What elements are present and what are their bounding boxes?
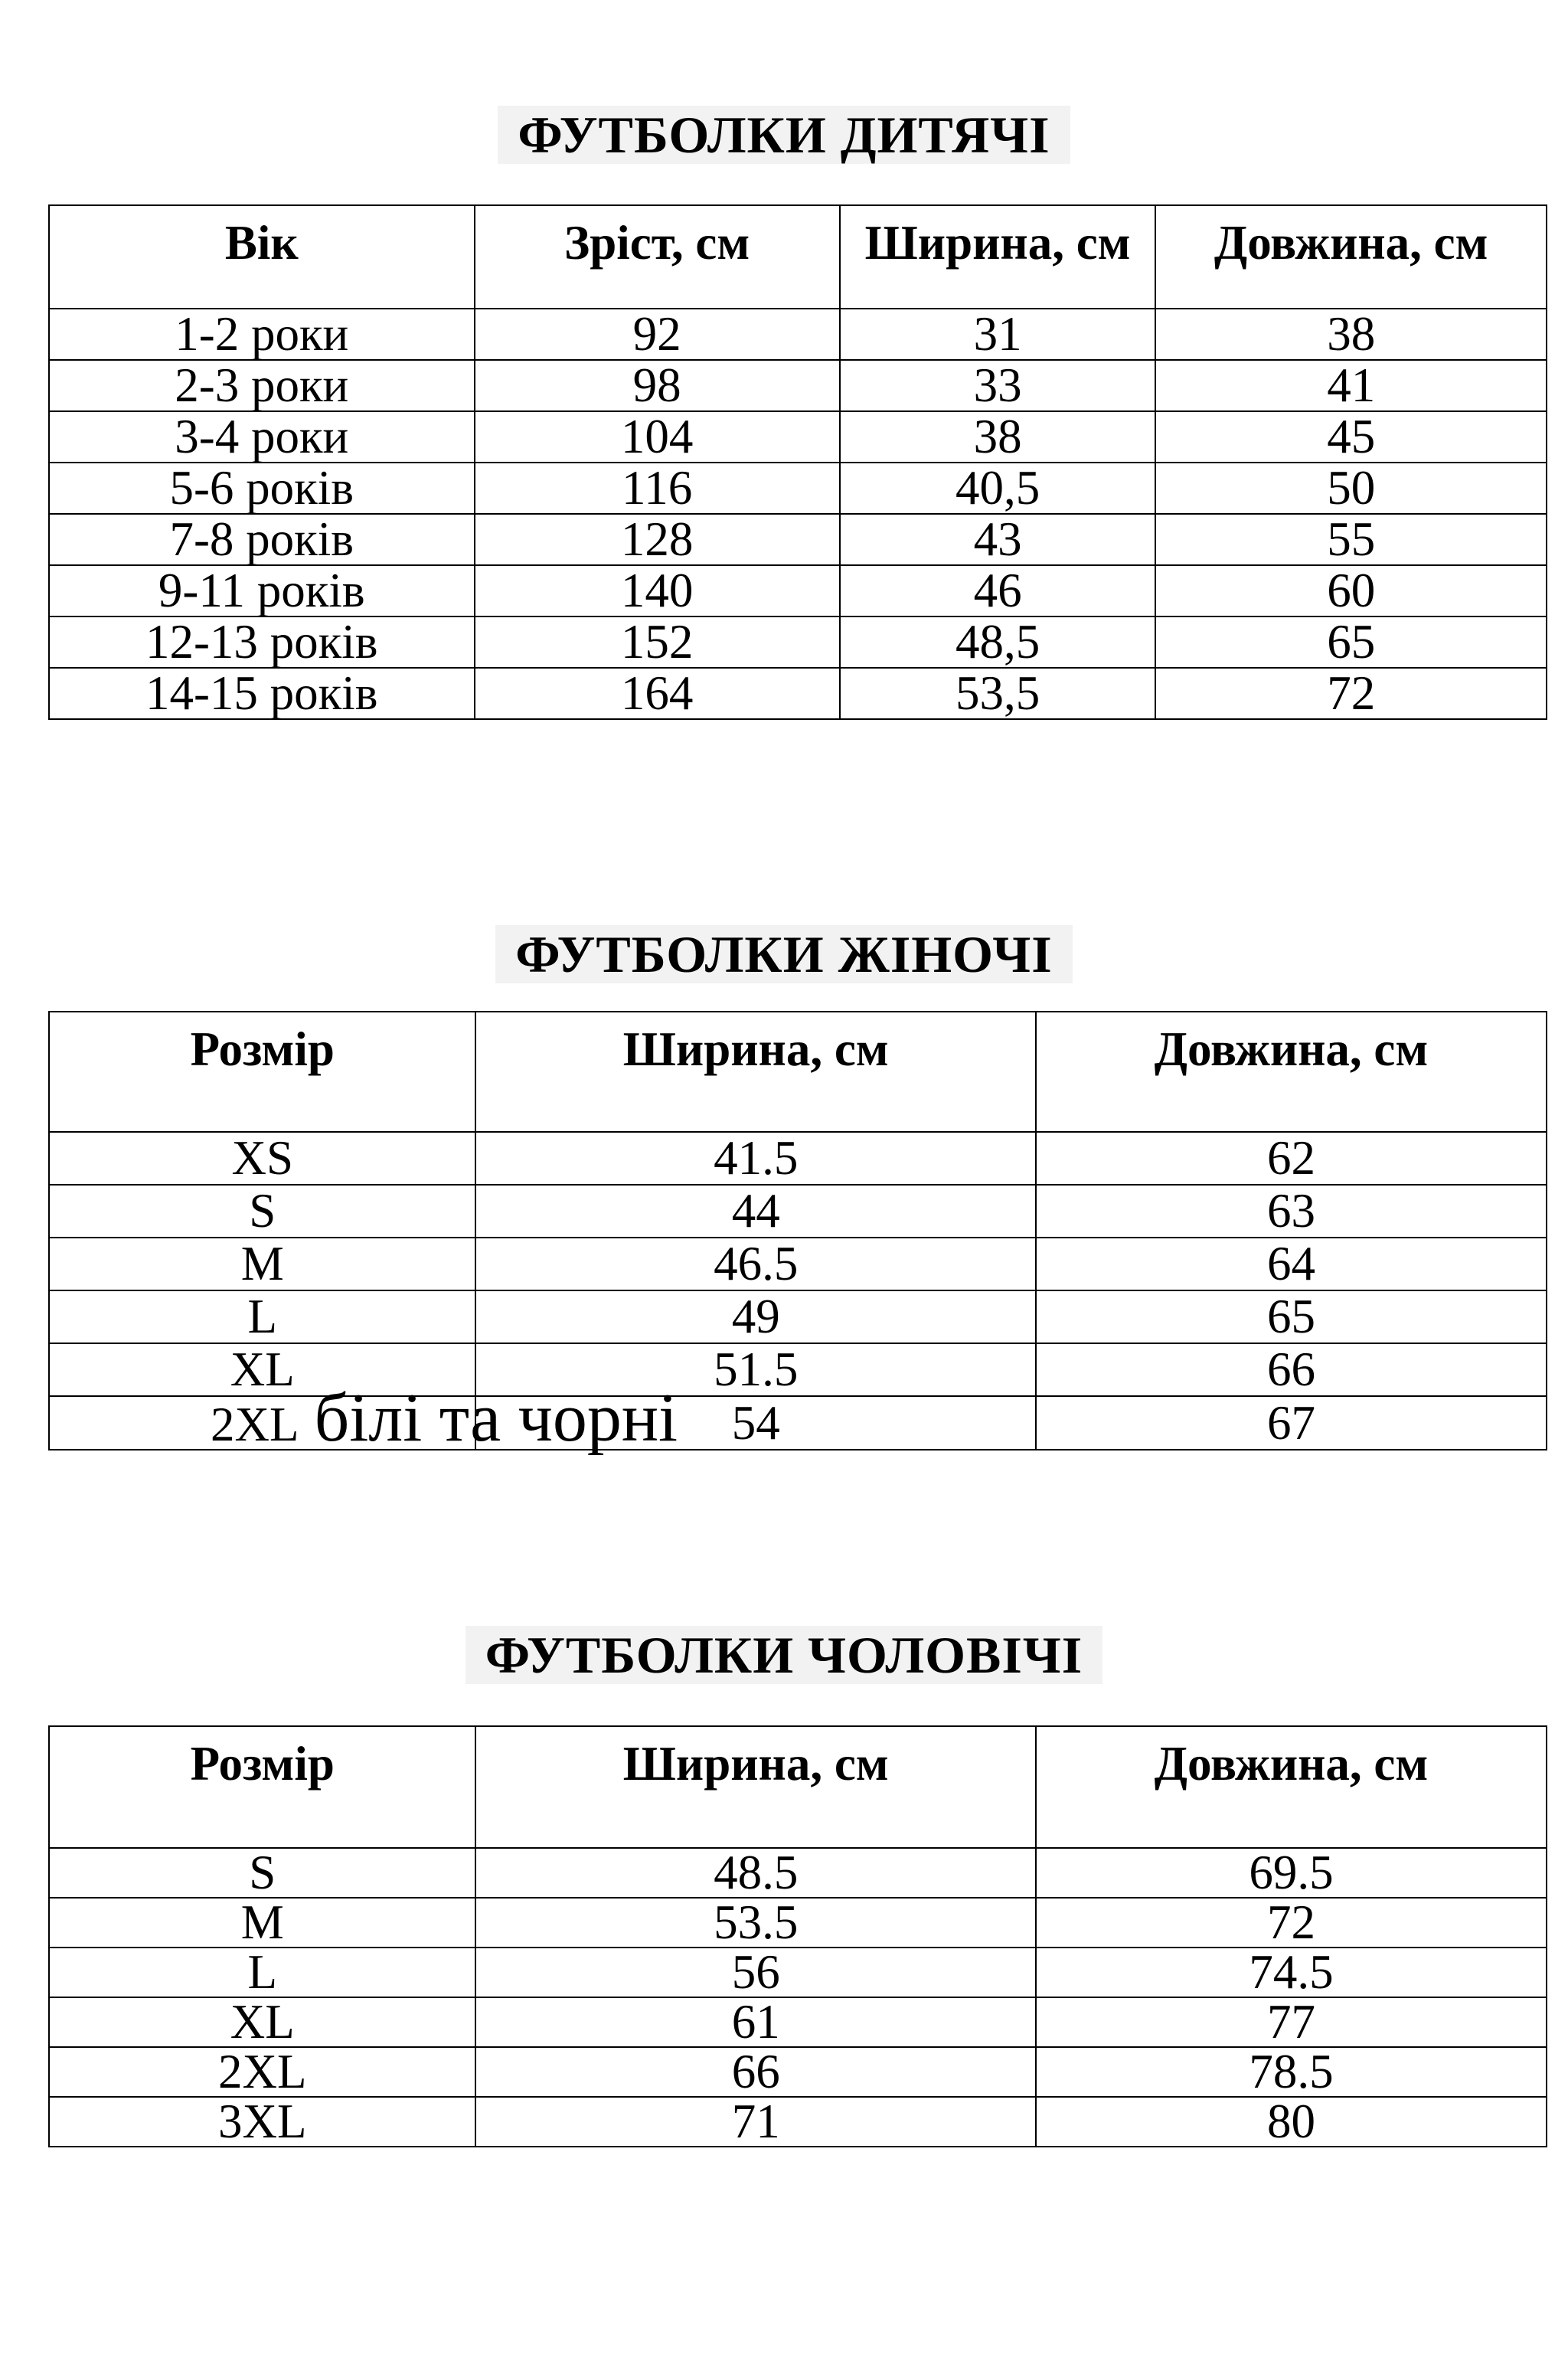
cell-size: S	[49, 1848, 475, 1898]
cell-width: 43	[840, 514, 1156, 565]
cell-width: 46	[840, 565, 1156, 616]
table-row	[49, 463, 1547, 514]
cell-width: 46.5	[475, 1238, 1036, 1290]
cell-width: 38	[840, 411, 1156, 463]
cell-height: 140	[475, 565, 840, 616]
cell-age: 1-2 роки	[49, 309, 475, 360]
cell-length: 65	[1155, 616, 1547, 668]
table-row	[49, 360, 1547, 411]
table-row	[49, 2097, 1547, 2147]
cell-age: 3-4 роки	[49, 411, 475, 463]
cell-age: 2-3 роки	[49, 360, 475, 411]
column-header-height: Зріст, см	[475, 205, 840, 309]
cell-size: L	[49, 1290, 475, 1343]
table-row	[49, 1948, 1547, 1997]
cell-age: 14-15 років	[49, 668, 475, 719]
table-row-special	[49, 1396, 1547, 1450]
column-header-width: Ширина, см	[840, 205, 1156, 309]
section-women	[0, 925, 1568, 983]
cell-width: 53.5	[475, 1898, 1036, 1948]
cell-size: 2XL	[49, 2047, 475, 2097]
cell-width: 48.5	[475, 1848, 1036, 1898]
cell-width: 66	[475, 2047, 1036, 2097]
cell-length: 72	[1155, 668, 1547, 719]
cell-size: XL	[49, 1997, 475, 2047]
cell-width: 61	[475, 1997, 1036, 2047]
table-row	[49, 1997, 1547, 2047]
table-row	[49, 411, 1547, 463]
cell-age: 12-13 років	[49, 616, 475, 668]
cell-width: 51.5	[475, 1343, 1036, 1396]
header-row	[49, 1726, 1547, 1848]
section-title-children: ФУТБОЛКИ ДИТЯЧІ	[498, 106, 1070, 164]
table-row	[49, 616, 1547, 668]
table-row	[49, 514, 1547, 565]
column-header-width: Ширина, см	[475, 1726, 1036, 1848]
cell-length: 77	[1036, 1997, 1547, 2047]
cell-size: S	[49, 1185, 475, 1238]
cell-width: 54	[475, 1396, 1036, 1450]
cell-length: 38	[1155, 309, 1547, 360]
cell-size: 3XL	[49, 2097, 475, 2147]
table-row	[49, 2047, 1547, 2097]
cell-size: L	[49, 1948, 475, 1997]
cell-height: 164	[475, 668, 840, 719]
cell-height: 116	[475, 463, 840, 514]
cell-width: 41.5	[475, 1132, 1036, 1185]
cell-length: 66	[1036, 1343, 1547, 1396]
cell-length: 64	[1036, 1238, 1547, 1290]
size-table-children	[48, 204, 1547, 720]
size-table-men	[48, 1725, 1547, 2147]
cell-length: 63	[1036, 1185, 1547, 1238]
cell-length: 69.5	[1036, 1848, 1547, 1898]
cell-width: 49	[475, 1290, 1036, 1343]
column-header-length: Довжина, см	[1036, 1726, 1547, 1848]
cell-width: 31	[840, 309, 1156, 360]
cell-width: 53,5	[840, 668, 1156, 719]
column-header-size: Розмір	[49, 1012, 475, 1132]
cell-length: 55	[1155, 514, 1547, 565]
cell-length: 67	[1036, 1396, 1547, 1450]
table-row	[49, 1898, 1547, 1948]
size-label: 2XL	[211, 1398, 299, 1451]
cell-width: 56	[475, 1948, 1036, 1997]
table-row	[49, 1848, 1547, 1898]
table-row	[49, 1185, 1547, 1238]
cell-size: M	[49, 1898, 475, 1948]
cell-length: 65	[1036, 1290, 1547, 1343]
cell-length: 80	[1036, 2097, 1547, 2147]
table-row	[49, 1238, 1547, 1290]
cell-width: 48,5	[840, 616, 1156, 668]
cell-size: XS	[49, 1132, 475, 1185]
column-header-length: Довжина, см	[1036, 1012, 1547, 1132]
cell-size-with-note	[49, 1380, 678, 1456]
cell-width: 33	[840, 360, 1156, 411]
cell-length: 72	[1036, 1898, 1547, 1948]
cell-age: 5-6 років	[49, 463, 475, 514]
size-table-women	[48, 1011, 1547, 1456]
column-header-width: Ширина, см	[475, 1012, 1036, 1132]
cell-length: 74.5	[1036, 1948, 1547, 1997]
cell-length: 78.5	[1036, 2047, 1547, 2097]
table-row	[49, 309, 1547, 360]
cell-age: 9-11 років	[49, 565, 475, 616]
color-note: білі та чорні	[314, 1380, 678, 1456]
section-title-women: ФУТБОЛКИ ЖІНОЧІ	[495, 925, 1073, 983]
cell-width: 40,5	[840, 463, 1156, 514]
cell-length: 60	[1155, 565, 1547, 616]
table-row	[49, 1343, 1547, 1396]
cell-height: 128	[475, 514, 840, 565]
header-row	[49, 205, 1547, 309]
table-row	[49, 668, 1547, 719]
cell-size: M	[49, 1238, 475, 1290]
section-men	[0, 1626, 1568, 1684]
cell-width: 71	[475, 2097, 1036, 2147]
cell-height: 92	[475, 309, 840, 360]
cell-age: 7-8 років	[49, 514, 475, 565]
cell-size: XL	[49, 1343, 475, 1396]
table-row	[49, 565, 1547, 616]
cell-height: 152	[475, 616, 840, 668]
column-header-size: Розмір	[49, 1726, 475, 1848]
table-row	[49, 1290, 1547, 1343]
table-row	[49, 1132, 1547, 1185]
cell-length: 62	[1036, 1132, 1547, 1185]
cell-width: 44	[475, 1185, 1036, 1238]
column-header-age: Вік	[49, 205, 475, 309]
section-children	[0, 0, 1568, 164]
column-header-length: Довжина, см	[1155, 205, 1547, 309]
cell-length: 45	[1155, 411, 1547, 463]
cell-length: 50	[1155, 463, 1547, 514]
cell-height: 98	[475, 360, 840, 411]
cell-height: 104	[475, 411, 840, 463]
header-row	[49, 1012, 1547, 1132]
section-title-men: ФУТБОЛКИ ЧОЛОВІЧІ	[466, 1626, 1103, 1684]
cell-length: 41	[1155, 360, 1547, 411]
